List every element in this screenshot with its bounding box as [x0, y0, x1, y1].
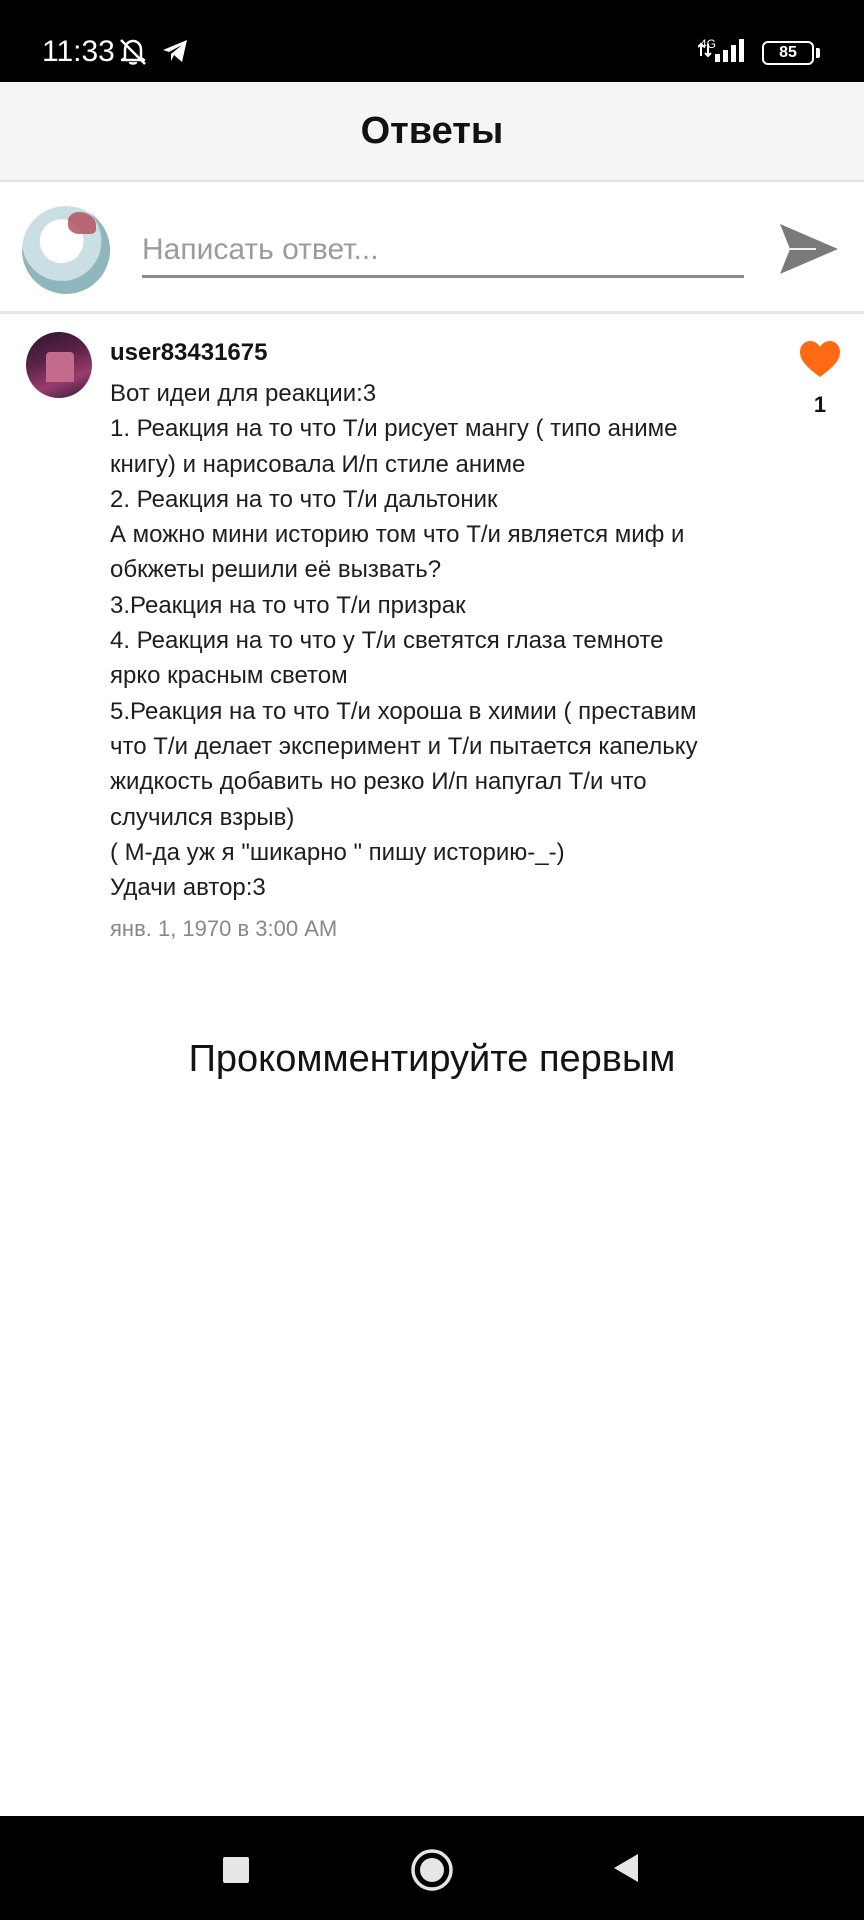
user-avatar[interactable] [22, 206, 110, 294]
home-icon [408, 1882, 456, 1897]
heart-icon [798, 367, 842, 382]
recent-apps-button[interactable] [216, 1850, 256, 1890]
recent-apps-icon [216, 1878, 256, 1893]
reply-compose-bar [0, 184, 864, 314]
like-button[interactable] [796, 338, 844, 382]
muted-bell-icon [116, 36, 150, 71]
status-right [698, 36, 820, 69]
back-icon [606, 1876, 646, 1891]
system-nav-bar [0, 1816, 864, 1920]
comment-username[interactable]: user83431675 [110, 339, 268, 366]
status-left-icons [116, 36, 190, 71]
comment-date: янв. 1, 1970 в 3:00 AM [110, 916, 338, 941]
network-label: 4G [700, 37, 717, 51]
comment-item [0, 316, 864, 956]
status-time: 11:33 [42, 35, 115, 68]
comment-text: Вот идеи для реакции:3 1. Реакция на то что Т/и рисует мангу ( типо аниме книгу) и нарисовала И/п стиле аниме 2. Реакция на то что Т/и дальтоник А можно мини историю том что Т/и является миф и обкжеты решили её вызвать? 3.Реакция на то что Т/и призрак 4. Реакция на то что у Т/и светятся глаза темноте ярко красным светом 5.Реакция на то что Т/и хороша в химии ( преставим что Т/и делает эксперимент и Т/и пытается капельку жидкость добавить но резко И/п напугал Т/и что случился взрыв) ( М-да уж я "шикарно " пишу историю-_-) Удачи автор:3 [110, 380, 698, 902]
send-icon [776, 270, 842, 285]
app-header [0, 82, 864, 182]
page-title: Ответы [360, 109, 504, 152]
battery-cap [816, 48, 820, 58]
home-button[interactable] [408, 1846, 456, 1894]
status-bar [0, 0, 864, 82]
back-button[interactable] [606, 1848, 646, 1888]
send-button[interactable] [776, 216, 842, 282]
signal-icon [698, 36, 750, 69]
battery-body [762, 41, 814, 65]
comment-author-avatar[interactable] [26, 332, 92, 398]
battery-level: 85 [779, 43, 797, 61]
like-count: 1 [813, 392, 827, 417]
telegram-icon [160, 36, 190, 71]
reply-input[interactable] [142, 224, 744, 278]
empty-state-text: Прокомментируйте первым [188, 1038, 676, 1080]
battery-icon [762, 41, 820, 65]
